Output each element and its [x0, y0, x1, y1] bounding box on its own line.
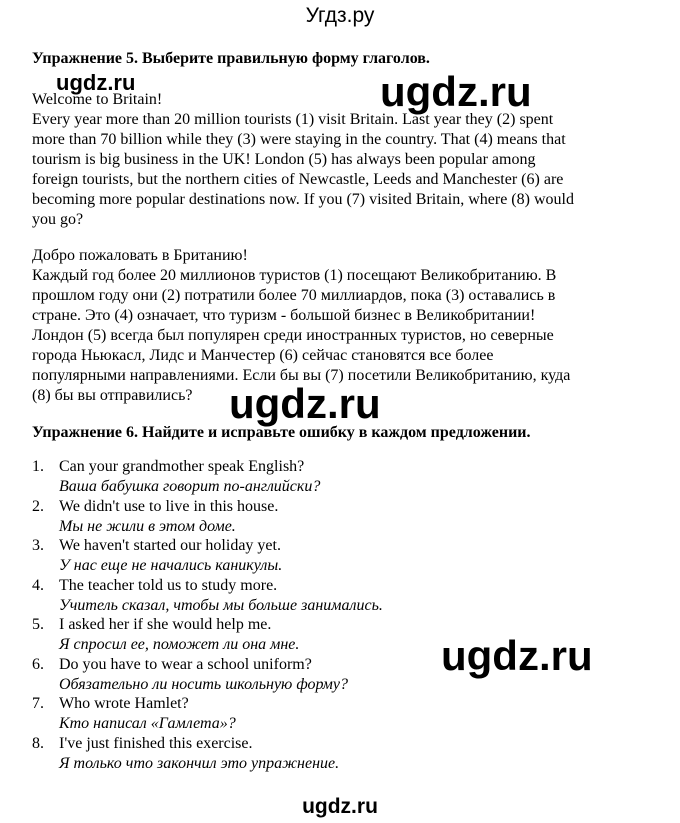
list-item: [32, 577, 632, 617]
list-item: [32, 537, 632, 577]
text-line: стране. Это (4) означает, что туризм - большой бизнес в Великобритании!: [32, 307, 536, 324]
item-russian: Я только что закончил это упражнение.: [59, 754, 340, 772]
item-russian: Учитель сказал, чтобы мы больше занимались.: [59, 596, 383, 614]
site-footer: ugdz.ru: [302, 795, 378, 818]
item-number: 8.: [32, 734, 44, 752]
text-line: foreign tourists, but the northern cities of Newcastle, Leeds and Manchester (6) are: [32, 171, 564, 188]
item-english: I asked her if she would help me.: [59, 616, 272, 633]
text-line: Welcome to Britain!: [32, 91, 163, 108]
exercise-6-title: Упражнение 6. Найдите и исправьте ошибку в каждом предложении.: [32, 424, 531, 441]
item-number: 4.: [32, 576, 44, 594]
text-line: (8) бы вы отправились?: [32, 387, 193, 404]
text-line: Каждый год более 20 миллионов туристов (1) посещают Великобританию. В: [32, 267, 557, 284]
list-item: [32, 498, 632, 538]
list-item: [32, 458, 632, 498]
text-line: прошлом году они (2) потратили более 70 миллиардов, пока (3) оставались в: [32, 287, 556, 304]
item-number: 6.: [32, 655, 44, 673]
text-line: Лондон (5) всегда был популярен среди иностранных туристов, но северные: [32, 327, 554, 344]
site-header: Угдз.ру: [305, 4, 375, 27]
exercise-6-list: [32, 458, 632, 774]
item-number: 7.: [32, 695, 44, 712]
watermark-bottom-right: ugdz.ru: [441, 632, 593, 679]
exercise-5-russian-text: [32, 246, 622, 406]
watermark-top-right: ugdz.ru: [380, 68, 532, 115]
exercise-5-title: Упражнение 5. Выберите правильную форму глаголов.: [32, 50, 430, 67]
text-line: города Ньюкасл, Лидс и Манчестер (6) сейчас становятся все более: [32, 347, 494, 364]
item-russian: У нас еще не начались каникулы.: [59, 557, 283, 574]
text-line: more than 70 billion while they (3) were staying in the country. That (4) means that: [32, 131, 566, 148]
text-line: Добро пожаловать в Британию!: [32, 247, 248, 264]
list-item: [32, 735, 632, 775]
item-number: 1.: [32, 458, 44, 475]
item-english: Can your grandmother speak English?: [59, 458, 305, 475]
item-english: We didn't use to live in this house.: [59, 497, 279, 515]
item-english: We haven't started our holiday yet.: [59, 537, 281, 554]
item-russian: Обязательно ли носить школьную форму?: [59, 675, 348, 693]
item-english: Who wrote Hamlet?: [59, 695, 189, 712]
watermark-middle: ugdz.ru: [229, 380, 381, 427]
item-english: I've just finished this exercise.: [59, 734, 253, 752]
item-number: 3.: [32, 537, 44, 554]
item-english: Do you have to wear a school uniform?: [59, 655, 312, 673]
item-russian: Я спросил ее, поможет ли она мне.: [59, 636, 300, 653]
item-russian: Мы не жили в этом доме.: [59, 517, 236, 535]
item-russian: Кто написал «Гамлета»?: [59, 715, 236, 732]
watermark-small: ugdz.ru: [56, 70, 136, 95]
item-number: 2.: [32, 497, 44, 515]
list-item: [32, 616, 632, 656]
text-line: you go?: [32, 211, 84, 228]
item-english: The teacher told us to study more.: [59, 576, 278, 594]
text-line: becoming more popular destinations now. If you (7) visited Britain, where (8) would: [32, 191, 574, 208]
text-line: tourism is big business in the UK! London (5) has always been popular among: [32, 151, 536, 168]
text-line: Every year more than 20 million tourists (1) visit Britain. Last year they (2) spent: [32, 111, 554, 128]
list-item: [32, 656, 632, 696]
item-russian: Ваша бабушка говорит по-английски?: [59, 478, 321, 495]
list-item: [32, 695, 632, 735]
text-line: популярными направлениями. Если бы вы (7) посетили Великобританию, куда: [32, 367, 571, 384]
item-number: 5.: [32, 616, 44, 633]
exercise-5-english-text: [32, 90, 622, 230]
